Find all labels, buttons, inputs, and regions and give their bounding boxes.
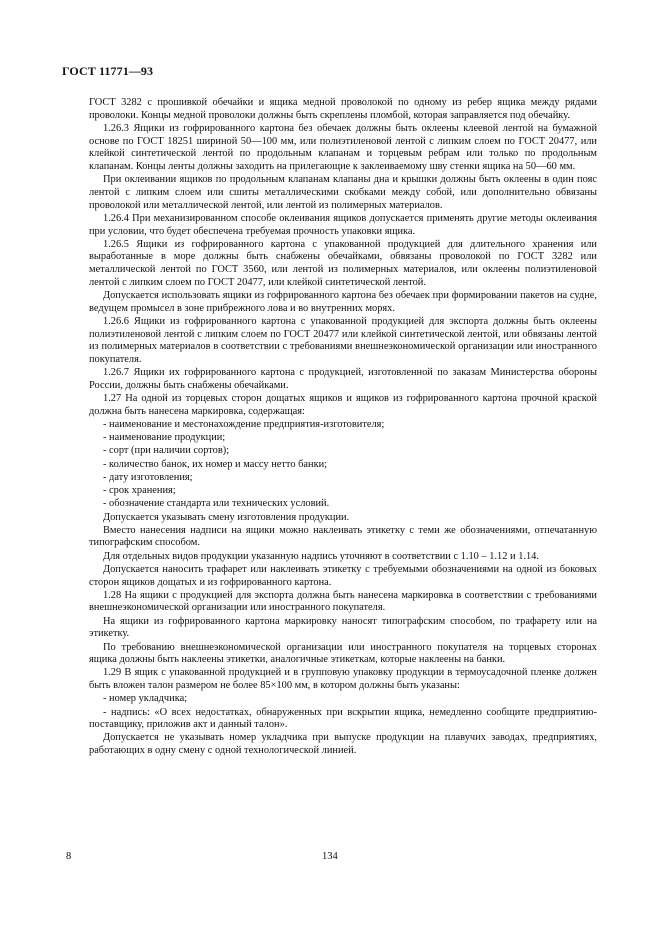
paragraph: 1.29 В ящик с упакованной продукцией и в групповую упаковку продукции в термоусадочной пленке должен быть вложен талон размером не более 85×100 мм, в котором должны быть указаны: (89, 667, 597, 692)
paragraph: 1.26.7 Ящики их гофрированного картона с продукцией, изготовленной по заказам Министерства обороны России, должны быть снабжены обечайками. (89, 367, 597, 391)
list-item: - наименование и местонахождение предприятия-изготовителя; (103, 419, 385, 431)
paragraph: При оклеивании ящиков по продольным клапанам клапаны дна и крышки должны быть оклеены в один пояс лентой с липким слоем или сшиты металлическими скобками между собой, или дополнительно обвязаны проволокой или металлической лентой, или лентой из полимерных материалов. (89, 174, 597, 211)
paragraph: ГОСТ 3282 с прошивкой обечайки и ящика медной проволокой по одному из ребер ящика между рядами проволоки. Концы медной проволоки должны быть скреплены пломбой, которая заправляется под обечайку. (89, 97, 597, 121)
page-number-left: 8 (66, 851, 72, 862)
list-item: - номер укладчика; (103, 693, 188, 705)
paragraph: Допускается указывать смену изготовления продукции. (103, 511, 350, 523)
list-item: - наименование продукции; (103, 432, 226, 444)
list-item: - срок хранения; (103, 485, 176, 497)
paragraph: На ящики из гофрированного картона маркировку наносят типографским способом, по трафарету или на этикетку. (89, 615, 597, 640)
paragraph: По требованию внешнеэкономической организации или иностранного покупателя на торцевых сторонах ящика должны быть наклеены этикетки, аналогичные этикеткам, которые наклеены на банки. (89, 641, 597, 666)
paragraph: 1.26.6 Ящики из гофрированного картона с упакованной продукцией для экспорта должны быть оклеены полиэтиленовой лентой с липким слоем по ГОСТ 20477 или клейкой синтетической лентой, или обвязаны лентой из полимерных материалов в соответствии с требованиями внешнеэкономической организации или иностранного покупателя. (89, 315, 597, 366)
page-number-center: 134 (322, 851, 338, 862)
paragraph: 1.26.4 При механизированном способе оклеивания ящиков допускается применять другие методы оклеивания при условии, что будет обеспечена требуемая прочность упаковки ящика. (89, 212, 597, 237)
paragraph: Допускается использовать ящики из гофрированного картона без обечаек при формировании пакетов на судне, ведущем промысел в зоне прибрежного лова и во внутренних морях. (89, 290, 597, 314)
document-header: ГОСТ 11771—93 (62, 64, 154, 78)
paragraph: Допускается не указывать номер укладчика при выпуске продукции на плавучих заводах, предприятиях, работающих в одну смену с одной технологической линией. (89, 732, 597, 757)
paragraph: Допускается наносить трафарет или наклеивать этикетку с требуемыми обозначениями на одной из боковых сторон ящиков дощатых и из гофрированного картона. (89, 563, 597, 588)
list-item: - дату изготовления; (103, 471, 193, 483)
document-body (89, 97, 597, 758)
list-item: - количество банок, их номер и массу нетто банки; (103, 458, 328, 470)
list-item: - сорт (при наличии сортов); (103, 445, 230, 457)
list-item: - надпись: «О всех недостатках, обнаруженных при вскрытии ящика, немедленно сообщите предприятию-поставщику, приложив акт и данный талон». (89, 706, 597, 731)
paragraph: Вместо нанесения надписи на ящики можно наклеивать этикетку с теми же обозначениями, отпечатанную типографским способом. (89, 524, 597, 549)
paragraph: 1.28 На ящики с продукцией для экспорта должна быть нанесена маркировка в соответствии с требованиями внешнеэкономической организации или иностранного покупателя. (89, 589, 597, 614)
list-item: - обозначение стандарта или технических условий. (103, 498, 330, 510)
paragraph: 1.26.5 Ящики из гофрированного картона с упакованной продукцией для длительного хранения или выработанные в море должны быть снабжены обечайками, обвязаны проволокой по ГОСТ 3282 или металлической лентой по ГОСТ 3560, или лентой из полимерных материалов, или оклеены полиэтиленовой лентой с липким слоем по ГОСТ 20477, или клейкой синтетической лентой. (89, 238, 597, 288)
paragraph: Для отдельных видов продукции указанную надпись уточняют в соответствии с 1.10 – 1.12 и 1.14. (103, 550, 539, 562)
paragraph: 1.26.3 Ящики из гофрированного картона без обечаек должны быть оклеены клеевой лентой на бумажной основе по ГОСТ 18251 шириной 50—100 мм, или полиэтиленовой лентой с липким слоем по ГОСТ 20477, или клейкой синтетической лентой по продольным клапанам и торцевым ребрам или только по продольным клапанам. Концы ленты должны заходить на прилегающие к заклеиваемому шву стенки ящика на 50—60 мм. (89, 122, 597, 173)
paragraph: 1.27 На одной из торцевых сторон дощатых ящиков и ящиков из гофрированного картона прочной краской должна быть нанесена маркировка, содержащая: (89, 393, 597, 417)
